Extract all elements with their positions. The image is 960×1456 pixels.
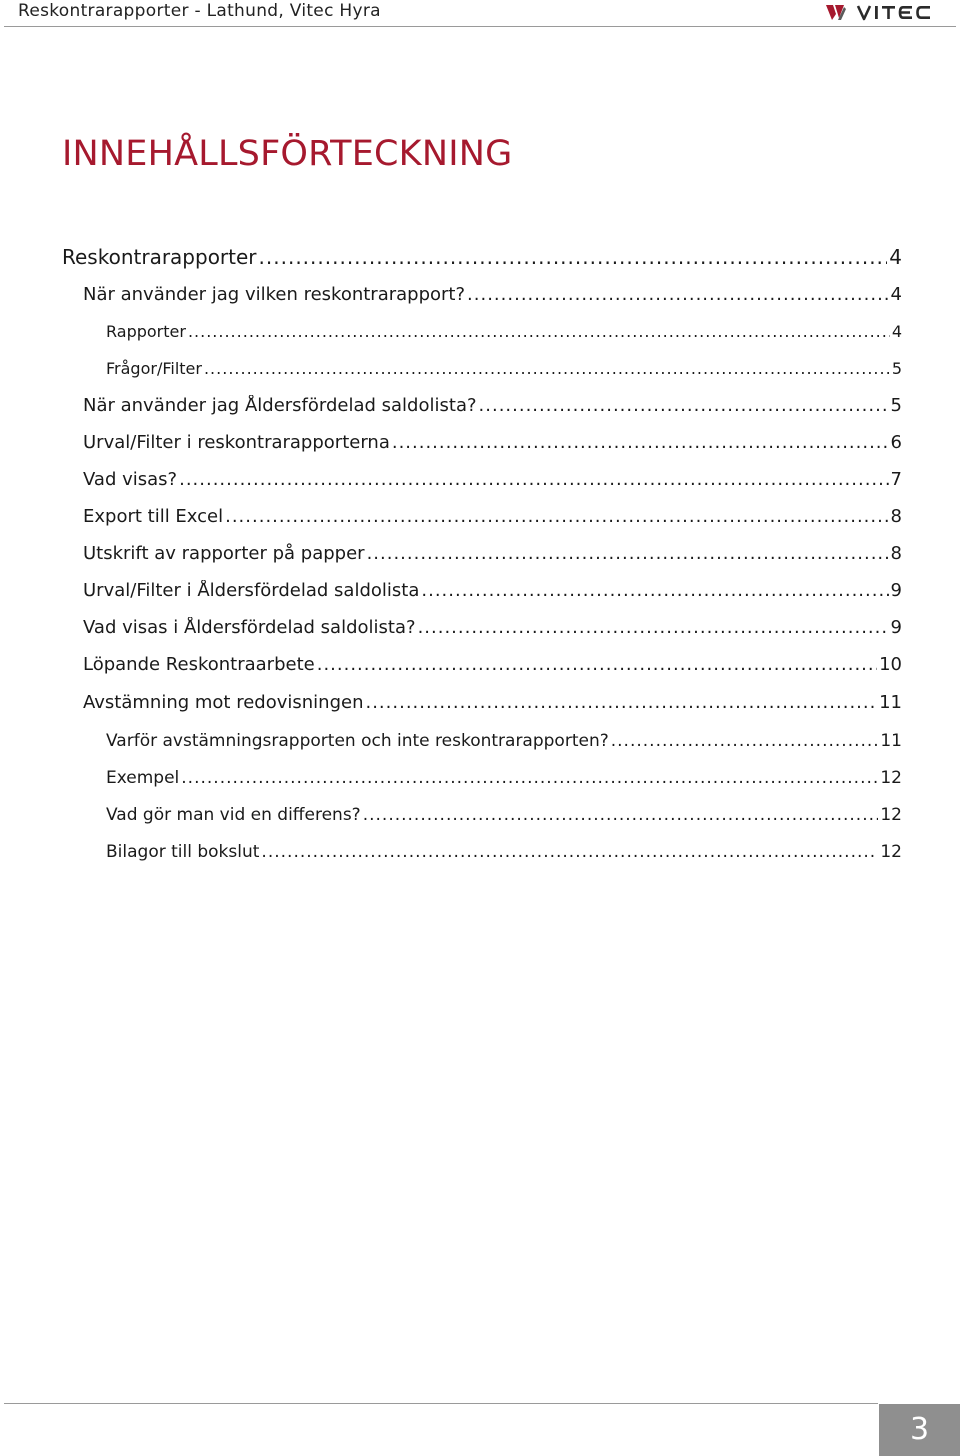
toc-leader-dots — [392, 432, 889, 453]
toc-entry-text: Frågor/Filter — [106, 359, 202, 378]
toc-page-number: 12 — [880, 842, 902, 862]
toc-page-number: 11 — [879, 692, 902, 713]
toc-page-number: 4 — [891, 322, 902, 341]
toc-page-number: 9 — [890, 617, 902, 638]
toc-entry-text: Export till Excel — [83, 506, 224, 527]
toc-entry-text: Avstämning mot redovisningen — [83, 692, 364, 713]
toc-entry-bilagor-till-bokslut[interactable] — [106, 842, 902, 862]
toc-entry-avstamning-mot-redovisningen[interactable] — [83, 692, 902, 713]
toc-entry-text: Utskrift av rapporter på papper — [83, 543, 365, 564]
toc-entry-text: Löpande Reskontraarbete — [83, 654, 315, 675]
toc-entry-urval-filter-aldersfordelad[interactable] — [83, 580, 902, 601]
toc-leader-dots — [365, 692, 877, 713]
toc-entry-vad-visas-aldersfordelad[interactable] — [83, 617, 902, 638]
toc-entry-text: Exempel — [106, 768, 180, 788]
toc-page-number: 5 — [890, 395, 902, 416]
toc-entry-text: Rapporter — [106, 322, 186, 341]
page-number: 3 — [909, 1412, 930, 1447]
toc-entry-text: Vad visas i Åldersfördelad saldolista? — [83, 617, 416, 638]
toc-leader-dots — [225, 506, 888, 527]
toc-page-number: 8 — [890, 543, 902, 564]
toc-entry-text: Vad gör man vid en differens? — [106, 805, 361, 825]
toc-page-number: 6 — [890, 432, 902, 453]
toc-entry-nar-anvander-jag-vilken[interactable] — [83, 284, 902, 305]
toc-entry-aldersfordelad-saldolista[interactable] — [83, 395, 902, 416]
toc-page-number: 12 — [880, 768, 902, 788]
toc-entry-utskrift-av-rapporter[interactable] — [83, 543, 902, 564]
toc-entry-varfor-avstamningsrapporten[interactable] — [106, 731, 902, 751]
toc-entry-vad-gor-man-vid-en-differens[interactable] — [106, 805, 902, 825]
toc-entry-reskontrarapporter[interactable] — [62, 245, 902, 269]
toc-entry-export-till-excel[interactable] — [83, 506, 902, 527]
toc-entry-text: När använder jag vilken reskontrarapport? — [83, 284, 466, 305]
toc-leader-dots — [467, 284, 889, 305]
toc-page-number: 9 — [890, 580, 902, 601]
toc-page-number: 8 — [890, 506, 902, 527]
toc-leader-dots — [479, 395, 889, 416]
toc-leader-dots — [317, 654, 877, 675]
toc-page-number: 11 — [880, 731, 902, 751]
toc-page-number: 12 — [880, 805, 902, 825]
toc-leader-dots — [259, 245, 888, 269]
toc-leader-dots — [179, 469, 888, 490]
toc-entry-text: Varför avstämningsrapporten och inte reskontrarapporten? — [106, 731, 609, 751]
toc-leader-dots — [261, 842, 878, 862]
toc-leader-dots — [367, 543, 889, 564]
toc-entry-lopande-reskontraarbete[interactable] — [83, 654, 902, 675]
toc-entry-text: Reskontrarapporter — [62, 245, 257, 269]
toc-entry-fragor-filter[interactable] — [106, 359, 902, 378]
footer-divider — [4, 1403, 878, 1404]
document-title: Reskontrarapporter - Lathund, Vitec Hyra — [18, 1, 381, 21]
toc-entry-text: Bilagor till bokslut — [106, 842, 260, 862]
toc-leader-dots — [611, 731, 879, 751]
toc-page-number: 5 — [891, 359, 902, 378]
toc-entry-exempel[interactable] — [106, 768, 902, 788]
toc-entry-text: När använder jag Åldersfördelad saldolista? — [83, 395, 477, 416]
toc-leader-dots — [181, 768, 878, 788]
toc-page-number: 10 — [879, 654, 902, 675]
toc-heading: INNEHÅLLSFÖRTECKNING — [62, 134, 513, 174]
toc-leader-dots — [363, 805, 879, 825]
toc-entry-vad-visas[interactable] — [83, 469, 902, 490]
page-number-box — [879, 1404, 960, 1456]
toc-page-number: 4 — [890, 284, 902, 305]
toc-page-number: 7 — [890, 469, 902, 490]
toc-entry-rapporter[interactable] — [106, 322, 902, 341]
toc-entry-text: Urval/Filter i reskontrarapporterna — [83, 432, 390, 453]
toc-entry-text: Vad visas? — [83, 469, 178, 490]
toc-leader-dots — [421, 580, 888, 601]
toc-entry-urval-filter-reskontrarapporterna[interactable] — [83, 432, 902, 453]
toc-leader-dots — [188, 322, 890, 341]
toc-leader-dots — [204, 359, 890, 378]
toc-page-number: 4 — [889, 245, 902, 269]
toc-entry-text: Urval/Filter i Åldersfördelad saldolista — [83, 580, 420, 601]
toc-leader-dots — [418, 617, 889, 638]
